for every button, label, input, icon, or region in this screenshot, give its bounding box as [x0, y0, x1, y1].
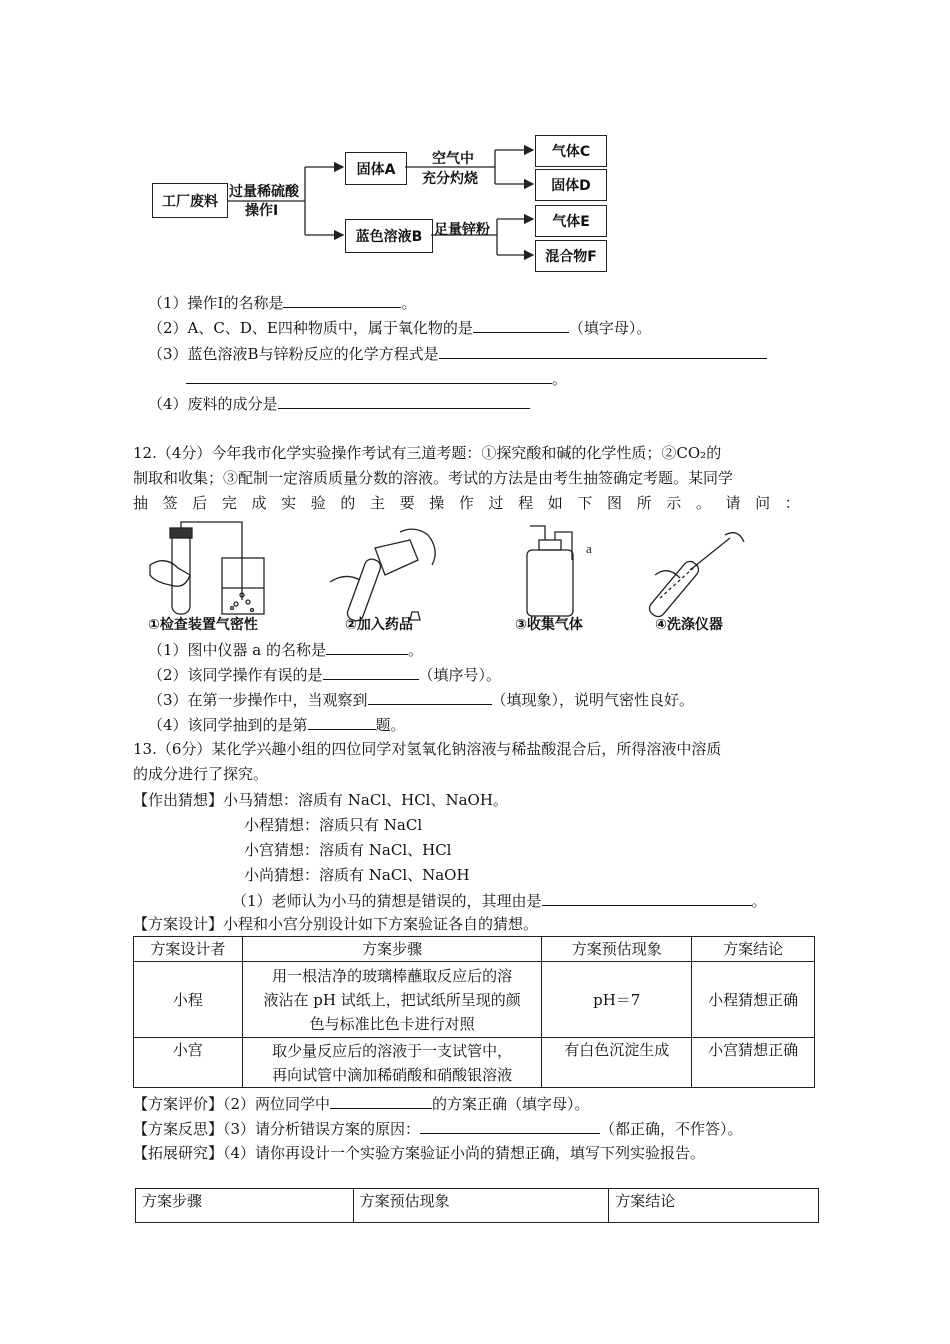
q12-intro-char: 完 [221, 494, 237, 512]
q11-part3 [148, 343, 767, 364]
q13-answer-2-blank[interactable] [330, 1093, 432, 1109]
q11-answer-4-blank[interactable] [278, 393, 530, 409]
q12-intro-char: 如 [547, 494, 563, 512]
collect-gas-illustration [527, 526, 573, 616]
q12-intro-char: 的 [340, 494, 356, 512]
q13-part1-end: 。 [751, 892, 767, 910]
q12-intro-char: 程 [518, 494, 534, 512]
q12-intro-char: ： [784, 494, 800, 512]
q11-answer-1-blank[interactable] [283, 292, 401, 308]
q13-reflection-text: 【方案反思】（3）请分析错误方案的原因： [133, 1120, 421, 1138]
row1-phenomenon: pH＝7 [542, 962, 692, 1038]
plan-table [133, 936, 815, 1088]
box-factory-waste [152, 183, 228, 218]
lab-illustrations [0, 520, 950, 630]
q13-guess-xiaoshang: 小尚猜想：溶质有 NaCl、NaOH [244, 866, 470, 884]
label-operation-1: 操作I [245, 203, 279, 219]
q12-intro-char: 。 [695, 494, 711, 512]
q12-part4 [148, 714, 406, 735]
q12-intro-char: 问 [755, 494, 771, 512]
q13-extension: 【拓展研究】（4）请你再设计一个实验方案验证小尚的猜想正确，填写下列实验报告。 [133, 1144, 706, 1162]
q11-part3-end: 。 [552, 370, 568, 388]
header-conclusion: 方案结论 [692, 937, 815, 962]
row2-designer: 小宫 [134, 1038, 243, 1088]
caption-collect-gas: ③收集气体 [515, 617, 583, 633]
q13-reflection [133, 1118, 743, 1139]
q12-part3-text: （3）在第一步操作中，当观察到 [148, 691, 368, 709]
q12-intro-line3 [133, 493, 800, 513]
caption-add-reagent: ②加入药品 [345, 617, 413, 633]
row2-step-line: 再向试管中滴加稀硝酸和硝酸银溶液 [272, 1065, 513, 1084]
box-blue-solution-b-label: 蓝色溶液B [355, 229, 423, 245]
q11-part1 [148, 292, 417, 313]
label-excess-acid: 过量稀硫酸 [229, 184, 299, 200]
q12-intro-char: 要 [399, 494, 415, 512]
row1-steps [242, 962, 542, 1038]
header-designer: 方案设计者 [134, 937, 243, 962]
q11-part1-text: （1）操作Ⅰ的名称是 [148, 294, 284, 312]
airtightness-check-illustration [150, 522, 264, 614]
row1-step-line: 液沾在 pH 试纸上，把试纸所呈现的颜 [263, 990, 521, 1009]
wash-instrument-illustration [647, 533, 744, 620]
label-full-burn: 充分灼烧 [422, 171, 478, 187]
q13-evaluation-end: 的方案正确（填字母）。 [432, 1095, 590, 1113]
q12-answer-1-blank[interactable] [326, 639, 408, 655]
row1-step-line: 色与标准比色卡进行对照 [309, 1014, 475, 1033]
q13-intro-line1: 13.（6分）某化学兴趣小组的四位同学对氢氧化钠溶液与稀盐酸混合后，所得溶液中溶质 [133, 740, 722, 758]
q11-part2-text: （2）A、C、D、E四种物质中，属于氧化物的是 [148, 319, 473, 337]
q12-intro-char: 下 [577, 494, 593, 512]
q12-intro-line1: 12.（4分）今年我市化学实验操作考试有三道考题：①探究酸和碱的化学性质；②CO₂的 [133, 444, 722, 462]
box-solid-a-label: 固体A [356, 161, 396, 178]
q12-intro-char: 实 [281, 494, 297, 512]
q12-part3-end: （填现象），说明气密性良好。 [491, 691, 695, 709]
q13-guess-xiaoma: 【作出猜想】小马猜想：溶质有 NaCl、HCl、NaOH。 [133, 791, 508, 809]
q13-design: 【方案设计】小程和小宫分别设计如下方案验证各自的猜想。 [133, 915, 539, 933]
q13-part1 [232, 890, 767, 911]
q12-intro-char: 成 [251, 494, 267, 512]
instrument-a-label: a [586, 541, 592, 556]
q12-part4-end: 题。 [375, 716, 406, 734]
q12-part1 [148, 639, 423, 660]
row1-designer: 小程 [134, 962, 243, 1038]
q13-evaluation [133, 1093, 590, 1114]
q11-part4 [148, 393, 530, 414]
q13-evaluation-text: 【方案评价】（2）两位同学中 [133, 1095, 331, 1113]
q12-intro-char: 所 [636, 494, 652, 512]
q12-part4-text: （4）该同学抽到的是第 [148, 716, 308, 734]
report-header-phenomenon: 方案预估现象 [353, 1189, 609, 1223]
box-gas-c-label: 气体C [551, 144, 591, 160]
row2-phenomenon: 有白色沉淀生成 [542, 1038, 692, 1088]
q11-answer-3-blank-cont[interactable] [186, 368, 552, 384]
q12-intro-char: 作 [458, 494, 474, 512]
q11-part2 [148, 317, 651, 338]
q12-part2-end: （填序号）。 [418, 666, 502, 684]
box-gas-e [535, 205, 607, 237]
row2-conclusion: 小宫猜想正确 [692, 1038, 815, 1088]
report-table [135, 1188, 819, 1223]
report-header-conclusion: 方案结论 [609, 1189, 819, 1223]
q13-reflection-end: （都正确，不作答）。 [600, 1120, 743, 1138]
box-gas-e-label: 气体E [552, 214, 590, 230]
q12-part1-text: （1）图中仪器 a 的名称是 [148, 641, 327, 659]
report-header-row [136, 1189, 819, 1223]
q12-intro-char: 验 [310, 494, 326, 512]
q12-part2 [148, 664, 501, 685]
q12-part2-text: （2）该同学操作有误的是 [148, 666, 323, 684]
q12-intro-char: 主 [370, 494, 386, 512]
q12-intro-char: 示 [666, 494, 682, 512]
q11-part3-text: （3）蓝色溶液B与锌粉反应的化学方程式是 [148, 345, 439, 363]
q12-answer-3-blank[interactable] [368, 689, 492, 705]
q11-part4-text: （4）废料的成分是 [148, 395, 278, 413]
q13-part1-text: （1）老师认为小马的猜想是错误的，其理由是 [232, 892, 542, 910]
q13-answer-1-blank[interactable] [542, 890, 752, 906]
box-solid-a [345, 152, 407, 185]
q12-intro-char: 请 [725, 494, 741, 512]
caption-check-airtightness: ①检查装置气密性 [148, 617, 258, 633]
row2-steps [242, 1038, 542, 1088]
table-row [134, 962, 815, 1038]
box-solid-d [535, 169, 607, 201]
header-steps: 方案步骤 [242, 937, 542, 962]
q11-answer-2-blank[interactable] [473, 317, 569, 333]
q12-part1-end: 。 [408, 641, 424, 659]
q13-guess-xiaocheng: 小程猜想：溶质只有 NaCl [244, 816, 423, 834]
box-mixture-f [535, 240, 607, 272]
box-factory-waste-label: 工厂废料 [162, 193, 218, 210]
header-phenomenon: 方案预估现象 [542, 937, 692, 962]
row1-step-line: 用一根洁净的玻璃棒蘸取反应后的溶 [272, 966, 513, 985]
q13-answer-3-blank[interactable] [420, 1118, 600, 1134]
q12-intro-char: 操 [429, 494, 445, 512]
box-mixture-f-label: 混合物F [545, 249, 597, 265]
row1-conclusion: 小程猜想正确 [692, 962, 815, 1038]
q12-answer-2-blank[interactable] [323, 664, 419, 680]
table-row [134, 1038, 815, 1088]
q12-intro-char: 抽 [133, 494, 149, 512]
caption-wash-instrument: ④洗涤仪器 [655, 617, 723, 633]
q12-intro-char: 签 [162, 494, 178, 512]
q11-part1-end: 。 [401, 294, 417, 312]
row2-step-line: 取少量反应后的溶液于一支试管中， [272, 1041, 513, 1060]
report-header-steps: 方案步骤 [136, 1189, 354, 1223]
q11-answer-3-blank[interactable] [439, 343, 767, 359]
q13-guess-xiaogong: 小宫猜想：溶质有 NaCl、HCl [244, 841, 452, 859]
q12-answer-4-blank[interactable] [308, 714, 376, 730]
q12-part3 [148, 689, 694, 710]
box-solid-d-label: 固体D [551, 178, 591, 194]
q13-intro-line2: 的成分进行了探究。 [133, 765, 269, 783]
box-blue-solution-b [345, 219, 433, 253]
label-in-air: 空气中 [432, 151, 474, 167]
q11-part2-end: （填字母）。 [568, 319, 652, 337]
plan-table-header-row [134, 937, 815, 962]
q12-intro-char: 图 [607, 494, 623, 512]
label-zinc-powder: 足量锌粉 [434, 222, 490, 238]
q12-intro-char: 过 [488, 494, 504, 512]
q12-intro-char: 后 [192, 494, 208, 512]
q11-part3-cont [186, 368, 567, 389]
box-gas-c [535, 135, 607, 167]
q12-intro-line2: 制取和收集；③配制一定溶质质量分数的溶液。考试的方法是由考生抽签确定考题。某同学 [133, 469, 734, 487]
add-reagent-illustration [330, 529, 435, 623]
